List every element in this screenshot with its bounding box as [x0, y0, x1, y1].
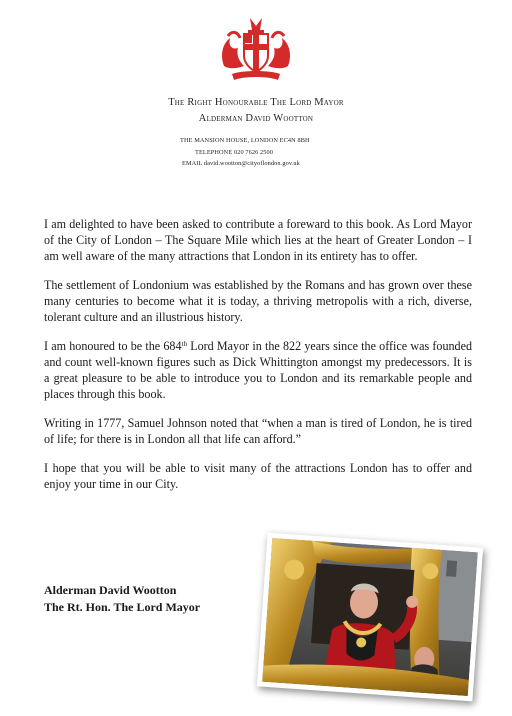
- letterhead-name: Alderman David Wootton: [198, 113, 314, 124]
- paragraph-1: I am delighted to have been asked to contribute a foreward to this book. As Lord Mayor of the City of London – The Square Mile which lies at the heart of Greater London – I am well aware of the many attractions that London in its entirety has to offer.: [44, 217, 472, 263]
- letterhead-telephone: TELEPHONE 020 7626 2500: [195, 149, 274, 156]
- paragraph-4: Writing in 1777, Samuel Johnson noted that “when a man is tired of London, he is tired of life; for there is in London all that life can afford.”: [44, 416, 472, 446]
- paragraph-3: [44, 338, 472, 402]
- letterhead-email[interactable]: EMAIL david.wootton@cityoflondon.gov.uk: [182, 160, 300, 167]
- paragraph-3-end: Lord Mayor in the 822 years since the office was founded and count well-known figures such as Dick Whittington amongst my predecessors. It is a great pleasure to be able to introduce you to London and its remarkable people and places through this book.: [44, 339, 473, 401]
- letter-body: [44, 216, 472, 505]
- paragraph-5: I hope that you will be able to visit many of the attractions London has to offer and enjoy your time in our City.: [44, 461, 472, 491]
- letterhead-address: THE MANSION HOUSE, LONDON EC4N 8BH: [180, 137, 310, 144]
- letterhead-title: The Right Honourable The Lord Mayor: [168, 97, 344, 108]
- signature-name: Alderman David Wootton: [44, 583, 177, 597]
- paragraph-3-start: I am honoured to be the 684: [44, 339, 182, 353]
- ordinal-suffix: th: [181, 340, 187, 348]
- photo-image: [262, 538, 478, 696]
- city-of-london-crest-icon: [218, 16, 294, 82]
- lord-mayor-coach-photo: [257, 533, 483, 702]
- signature-title: The Rt. Hon. The Lord Mayor: [44, 600, 201, 614]
- paragraph-2: The settlement of Londonium was established by the Romans and has grown over these many centuries to become what it is today, a thriving metropolis with a rich, diverse, tolerant culture and an illustrious history.: [44, 278, 472, 324]
